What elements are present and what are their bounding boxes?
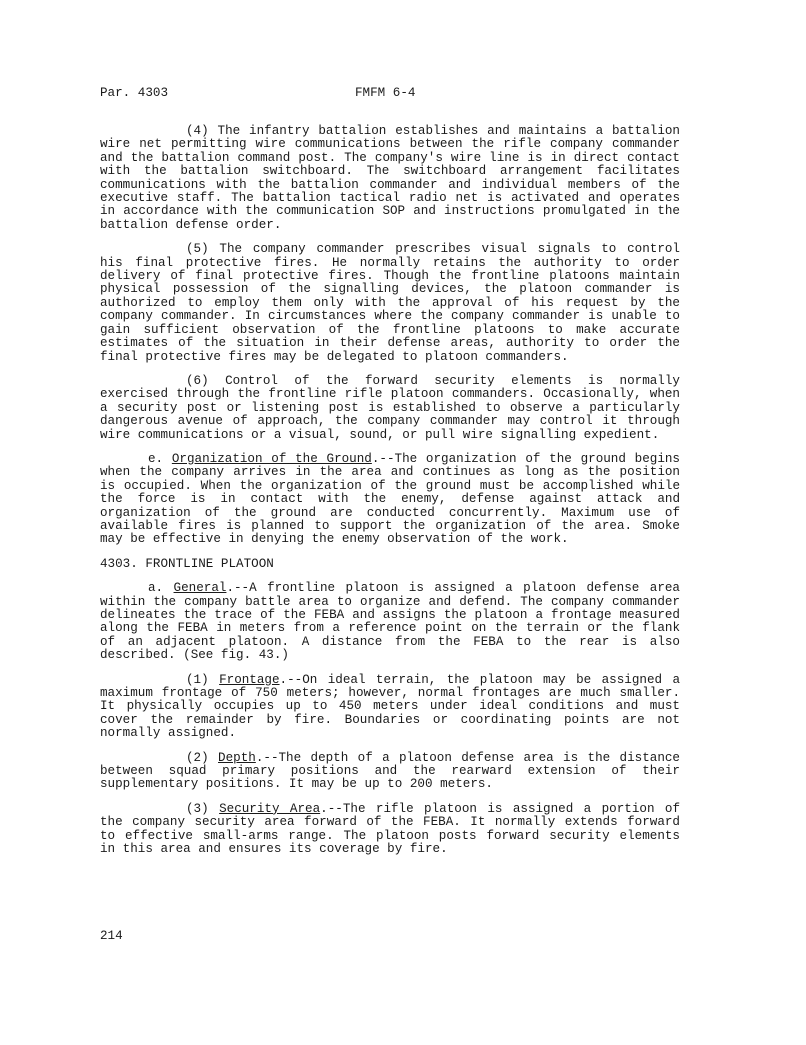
page-number: 214 [100,929,123,943]
paragraph-e [100,453,680,547]
publication-id: FMFM 6-4 [355,86,416,100]
subparagraph-1-text: .--On ideal terrain, the platoon may be assigned a maximum frontage of 750 meters; however, normal frontages are much smaller. It physically occupies up to 450 meters under ideal conditions and must cover the remainder by fire. Boundaries or coordinating points are not normally assigned. [100,672,681,741]
subparagraph-3-label: (3) [186,801,209,816]
paragraph-e-text: .--The organization of the ground begins when the company arrives in the area and continues as long as the position is occupied. When the organization of the ground must be accomplished while the force is in contact with the enemy, defense against attack and organization of the ground are conducted concurrently. Maximum use of available fires is planned to support the organization of the area. Smoke may be effective in denying the enemy observation of the work. [100,451,680,547]
paragraph-reference: Par. 4303 [100,86,169,100]
paragraph-a [100,582,680,662]
subparagraph-2-text: .--The depth of a platoon defense area is the distance between squad primary positions and the rearward extension of their supplementary positions. It may be up to 200 meters. [100,750,680,792]
paragraph-a-text: .--A frontline platoon is assigned a platoon defense area within the company battle area to organize and defend. The company commander delineates the trace of the FEBA and assigns the platoon a frontage measured along the FEBA in meters from a reference point on the terrain or the flank of an adjacent platoon. A distance from the FEBA to the rear is also described. (See fig. 43.) [100,581,680,663]
section-heading: 4303. FRONTLINE PLATOON [100,556,274,571]
page-footer [100,930,123,943]
paragraph-a-title: General [173,581,227,596]
subparagraph-1-title: Frontage [219,672,280,687]
page-header [100,87,700,103]
subparagraph-2-title: Depth [218,750,256,765]
subparagraph-1 [100,674,680,741]
paragraph-e-title: Organization of the Ground [171,451,372,466]
subparagraph-2-label: (2) [186,750,209,765]
paragraph-4: (4) The infantry battalion establishes and maintains a battalion wire net permitting wire communications between the rifle company commander and the battalion command post. The company's wire line is in direct contact with the battalion switchboard. The switchboard arrangement facilitates communications with the battalion commander and individual members of the executive staff. The battalion tactical radio net is activated and operates in accordance with the communication SOP and instructions promulgated in the battalion defense order. [100,124,680,232]
paragraph-e-label: e. [148,451,164,466]
subparagraph-3-text: .--The rifle platoon is assigned a portion of the company security area forward of the FEBA. It normally extends forward to effective small-arms range. The platoon posts forward security elements in this area and ensures its coverage by fire. [100,801,681,857]
paragraph-5: (5) The company commander prescribes visual signals to control his final protective fires. He normally retains the authority to order delivery of final protective fires. Though the frontline platoons maintain physical possession of the signalling devices, the platoon commander is authorized to employ them only with the approval of his request by the company commander. In circumstances where the company commander is unable to gain sufficient observation of the frontline platoons to make accurate estimates of the situation in their defense areas, authority to order the final protective fires may be delegated to platoon commanders. [100,242,680,364]
subparagraph-1-label: (1) [186,672,209,687]
paragraph-a-label: a. [148,581,164,596]
subparagraph-3-title: Security Area [219,801,321,816]
paragraph-6: (6) Control of the forward security elements is normally exercised through the frontline rifle platoon commanders. Occasionally, when a security post or listening post is established to observe a particularly dangerous avenue of approach, the company commander may control it through wire communications or a visual, sound, or pull wire signalling expedient. [100,373,680,442]
page-body [100,125,680,868]
subparagraph-3 [100,803,680,857]
subparagraph-2 [100,752,680,792]
